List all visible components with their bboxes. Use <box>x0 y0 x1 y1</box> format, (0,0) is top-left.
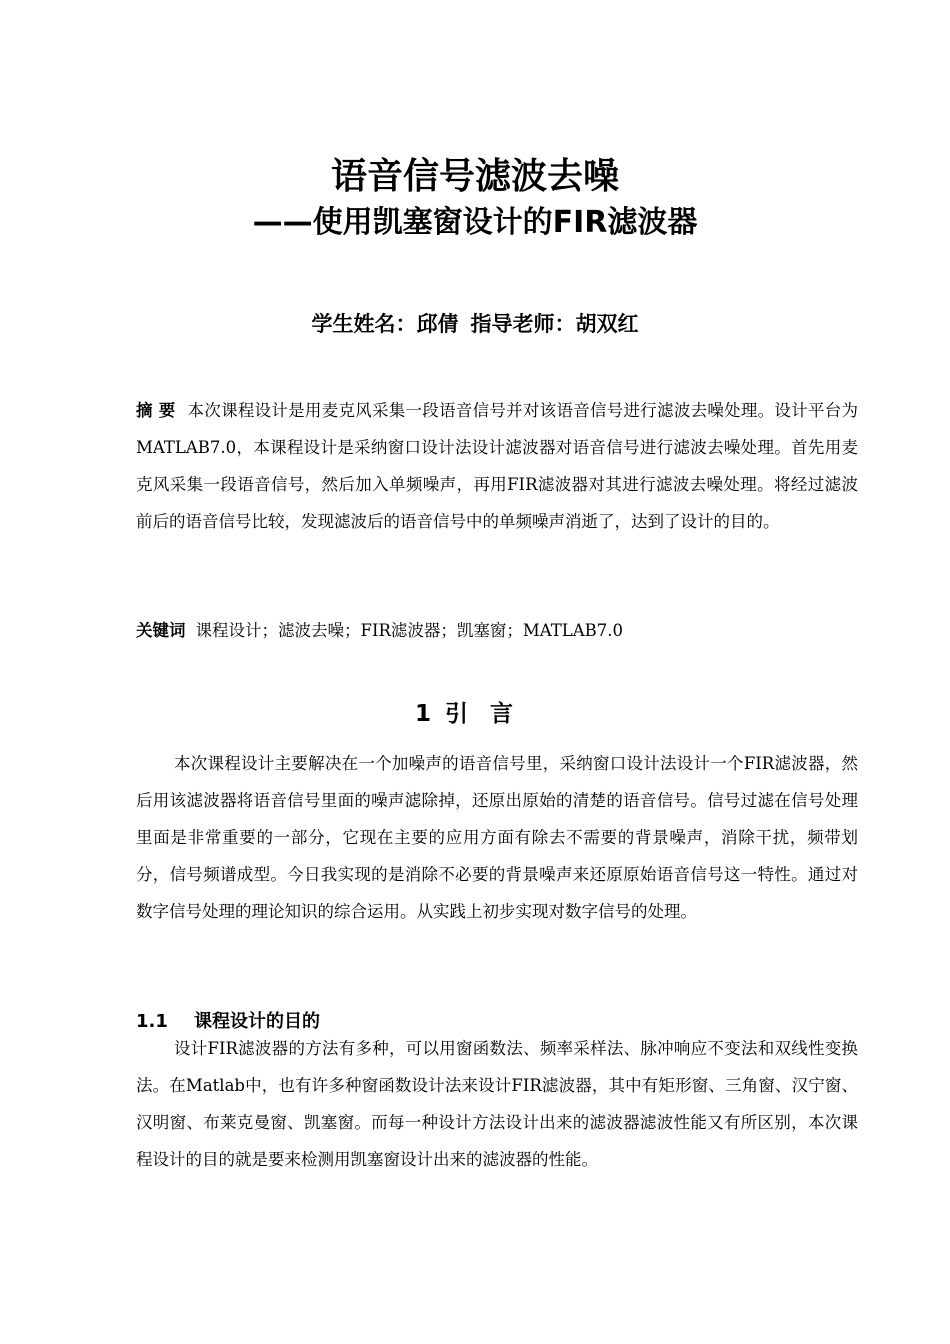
student-name: 学生姓名：邱倩 <box>311 312 459 336</box>
abstract-text: 本次课程设计是用麦克风采集一段语音信号并对该语音信号进行滤波去噪处理。设计平台为MATLAB7.0，本课程设计是采纳窗口设计法设计滤波器对语音信号进行滤波去噪处理。首先用麦克风采集一段语音信号，然后加入单频噪声，再用FIR滤波器对其进行滤波去噪处理。将经过滤波前后的语音信号比较，发现滤波后的语音信号中的单频噪声消逝了，达到了设计的目的。 <box>136 401 859 531</box>
section-1-title: 引言 <box>445 701 535 727</box>
abstract-section <box>136 392 858 540</box>
section-1-1-number: 1.1 <box>136 1011 168 1032</box>
document-subtitle: ——使用凯塞窗设计的FIR滤波器 <box>252 205 698 240</box>
keywords-label: 关键词 <box>136 621 186 640</box>
section-1-1-title: 课程设计的目的 <box>194 1011 320 1032</box>
document-title: 语音信号滤波去噪 <box>330 156 619 197</box>
section-1-number: 1 <box>414 701 431 727</box>
abstract-label: 摘要 <box>136 401 182 420</box>
keywords-text: 课程设计；滤波去噪；FIR滤波器；凯塞窗；MATLAB7.0 <box>195 621 624 640</box>
section-1-heading <box>0 696 950 732</box>
section-1-1-paragraph: 设计FIR滤波器的方法有多种，可以用窗函数法、频率采样法、脉冲响应不变法和双线性变换法。在Matlab中，也有许多种窗函数设计法来设计FIR滤波器，其中有矩形窗、三角窗、汉宁窗、汉明窗、布莱克曼窗、凯塞窗。而每一种设计方法设计出来的滤波器滤波性能又有所区别，本次课程设计的目的就是要来检测用凯塞窗设计出来的滤波器的性能。 <box>136 1039 858 1169</box>
advisor-name: 指导老师：胡双红 <box>470 312 639 336</box>
keywords-section <box>136 612 858 649</box>
author-line <box>0 306 950 342</box>
section-1-paragraph: 本次课程设计主要解决在一个加噪声的语音信号里，采纳窗口设计法设计一个FIR滤波器，然后用该滤波器将语音信号里面的噪声滤除掉，还原出原始的清楚的语音信号。信号过滤在信号处理里面是非常重要的一部分，它现在主要的应用方面有除去不需要的背景噪声，消除干扰，频带划分，信号频谱成型。今日我实现的是消除不必要的背景噪声来还原原始语音信号这一特性。通过对数字信号处理的理论知识的综合运用。从实践上初步实现对数字信号的处理。 <box>136 754 858 921</box>
